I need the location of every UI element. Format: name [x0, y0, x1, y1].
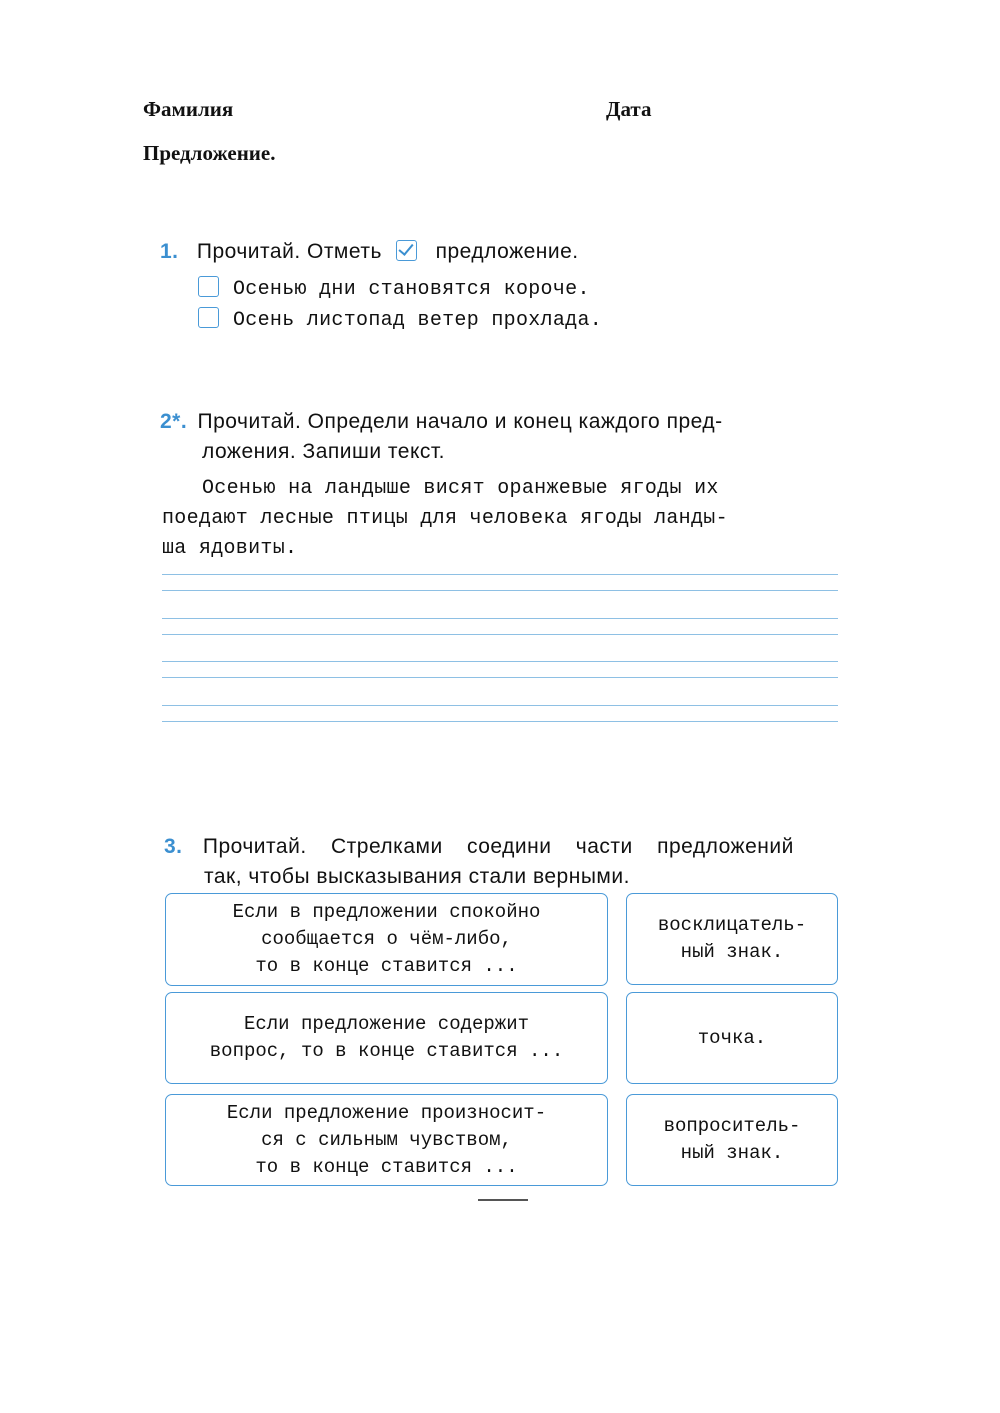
sample-checked-checkbox-icon	[396, 240, 417, 261]
box-line: вопрос, то в конце ставится ...	[209, 1040, 564, 1062]
option-text: Осенью дни становятся короче.	[233, 278, 590, 301]
task-1-instruction-after: предложение.	[435, 240, 579, 263]
task-1-option[interactable]	[198, 276, 590, 301]
topic-title: Предложение.	[143, 141, 276, 165]
writing-line[interactable]	[162, 677, 838, 678]
box-line: ся с сильным чувством,	[261, 1128, 512, 1151]
task-2-text-line: Осенью на ландыше висят оранжевые ягоды их	[202, 477, 719, 500]
option-checkbox[interactable]	[198, 307, 219, 328]
task-1-instruction	[160, 240, 579, 264]
match-right-box[interactable]	[626, 1094, 838, 1186]
match-left-box[interactable]	[165, 992, 608, 1084]
task-1-number: 1.	[160, 240, 179, 263]
writing-line[interactable]	[162, 721, 838, 722]
writing-line[interactable]	[162, 634, 838, 635]
task-2-instruction	[160, 410, 723, 434]
task-2-text-line: ша ядовиты.	[162, 537, 298, 560]
page-divider	[478, 1199, 528, 1201]
task-2-instruction-line2: ложения. Запиши текст.	[202, 440, 446, 463]
match-left-box[interactable]	[165, 893, 608, 986]
box-line: вопроситель-	[663, 1115, 801, 1137]
task-1-option[interactable]	[198, 307, 602, 332]
box-line: то в конце ставится ...	[255, 955, 518, 977]
task-3-instruction-line1: Прочитай. Стрелками соедини части предложений	[202, 835, 794, 858]
option-text: Осень листопад ветер прохлада.	[233, 309, 603, 332]
writing-line[interactable]	[162, 705, 838, 706]
writing-line[interactable]	[162, 618, 838, 619]
match-right-box[interactable]	[626, 893, 838, 985]
writing-line[interactable]	[162, 661, 838, 662]
task-3-instruction-line2: так, чтобы высказывания стали верными.	[204, 865, 630, 888]
task-2-text-line: поедают лесные птицы для человека ягоды ланды-	[162, 507, 728, 530]
option-checkbox[interactable]	[198, 276, 219, 297]
task-1-instruction-before: Прочитай. Отметь	[196, 240, 382, 263]
box-line: ный знак.	[680, 941, 784, 963]
task-3-number: 3.	[164, 835, 183, 858]
task-3-instruction	[164, 835, 794, 859]
match-left-box[interactable]	[165, 1094, 608, 1186]
box-line: сообщается о чём-либо,	[261, 928, 512, 950]
surname-label: Фамилия	[143, 97, 234, 121]
box-line: то в конце ставится ...	[255, 1155, 518, 1178]
box-line: Если предложение произносит-	[226, 1101, 547, 1124]
box-line: Если в предложении спокойно	[232, 901, 541, 923]
box-line: Если предложение содержит	[243, 1013, 530, 1035]
date-label: Дата	[606, 97, 652, 121]
box-line: восклицатель-	[657, 914, 807, 936]
box-line: ный знак.	[680, 1142, 784, 1164]
box-line: точка.	[697, 1026, 767, 1049]
match-right-box[interactable]	[626, 992, 838, 1084]
task-2-instruction-line1: Прочитай. Определи начало и конец каждого пред-	[197, 410, 723, 433]
writing-line[interactable]	[162, 590, 838, 591]
writing-line[interactable]	[162, 574, 838, 575]
task-2-number: 2*.	[160, 410, 188, 433]
